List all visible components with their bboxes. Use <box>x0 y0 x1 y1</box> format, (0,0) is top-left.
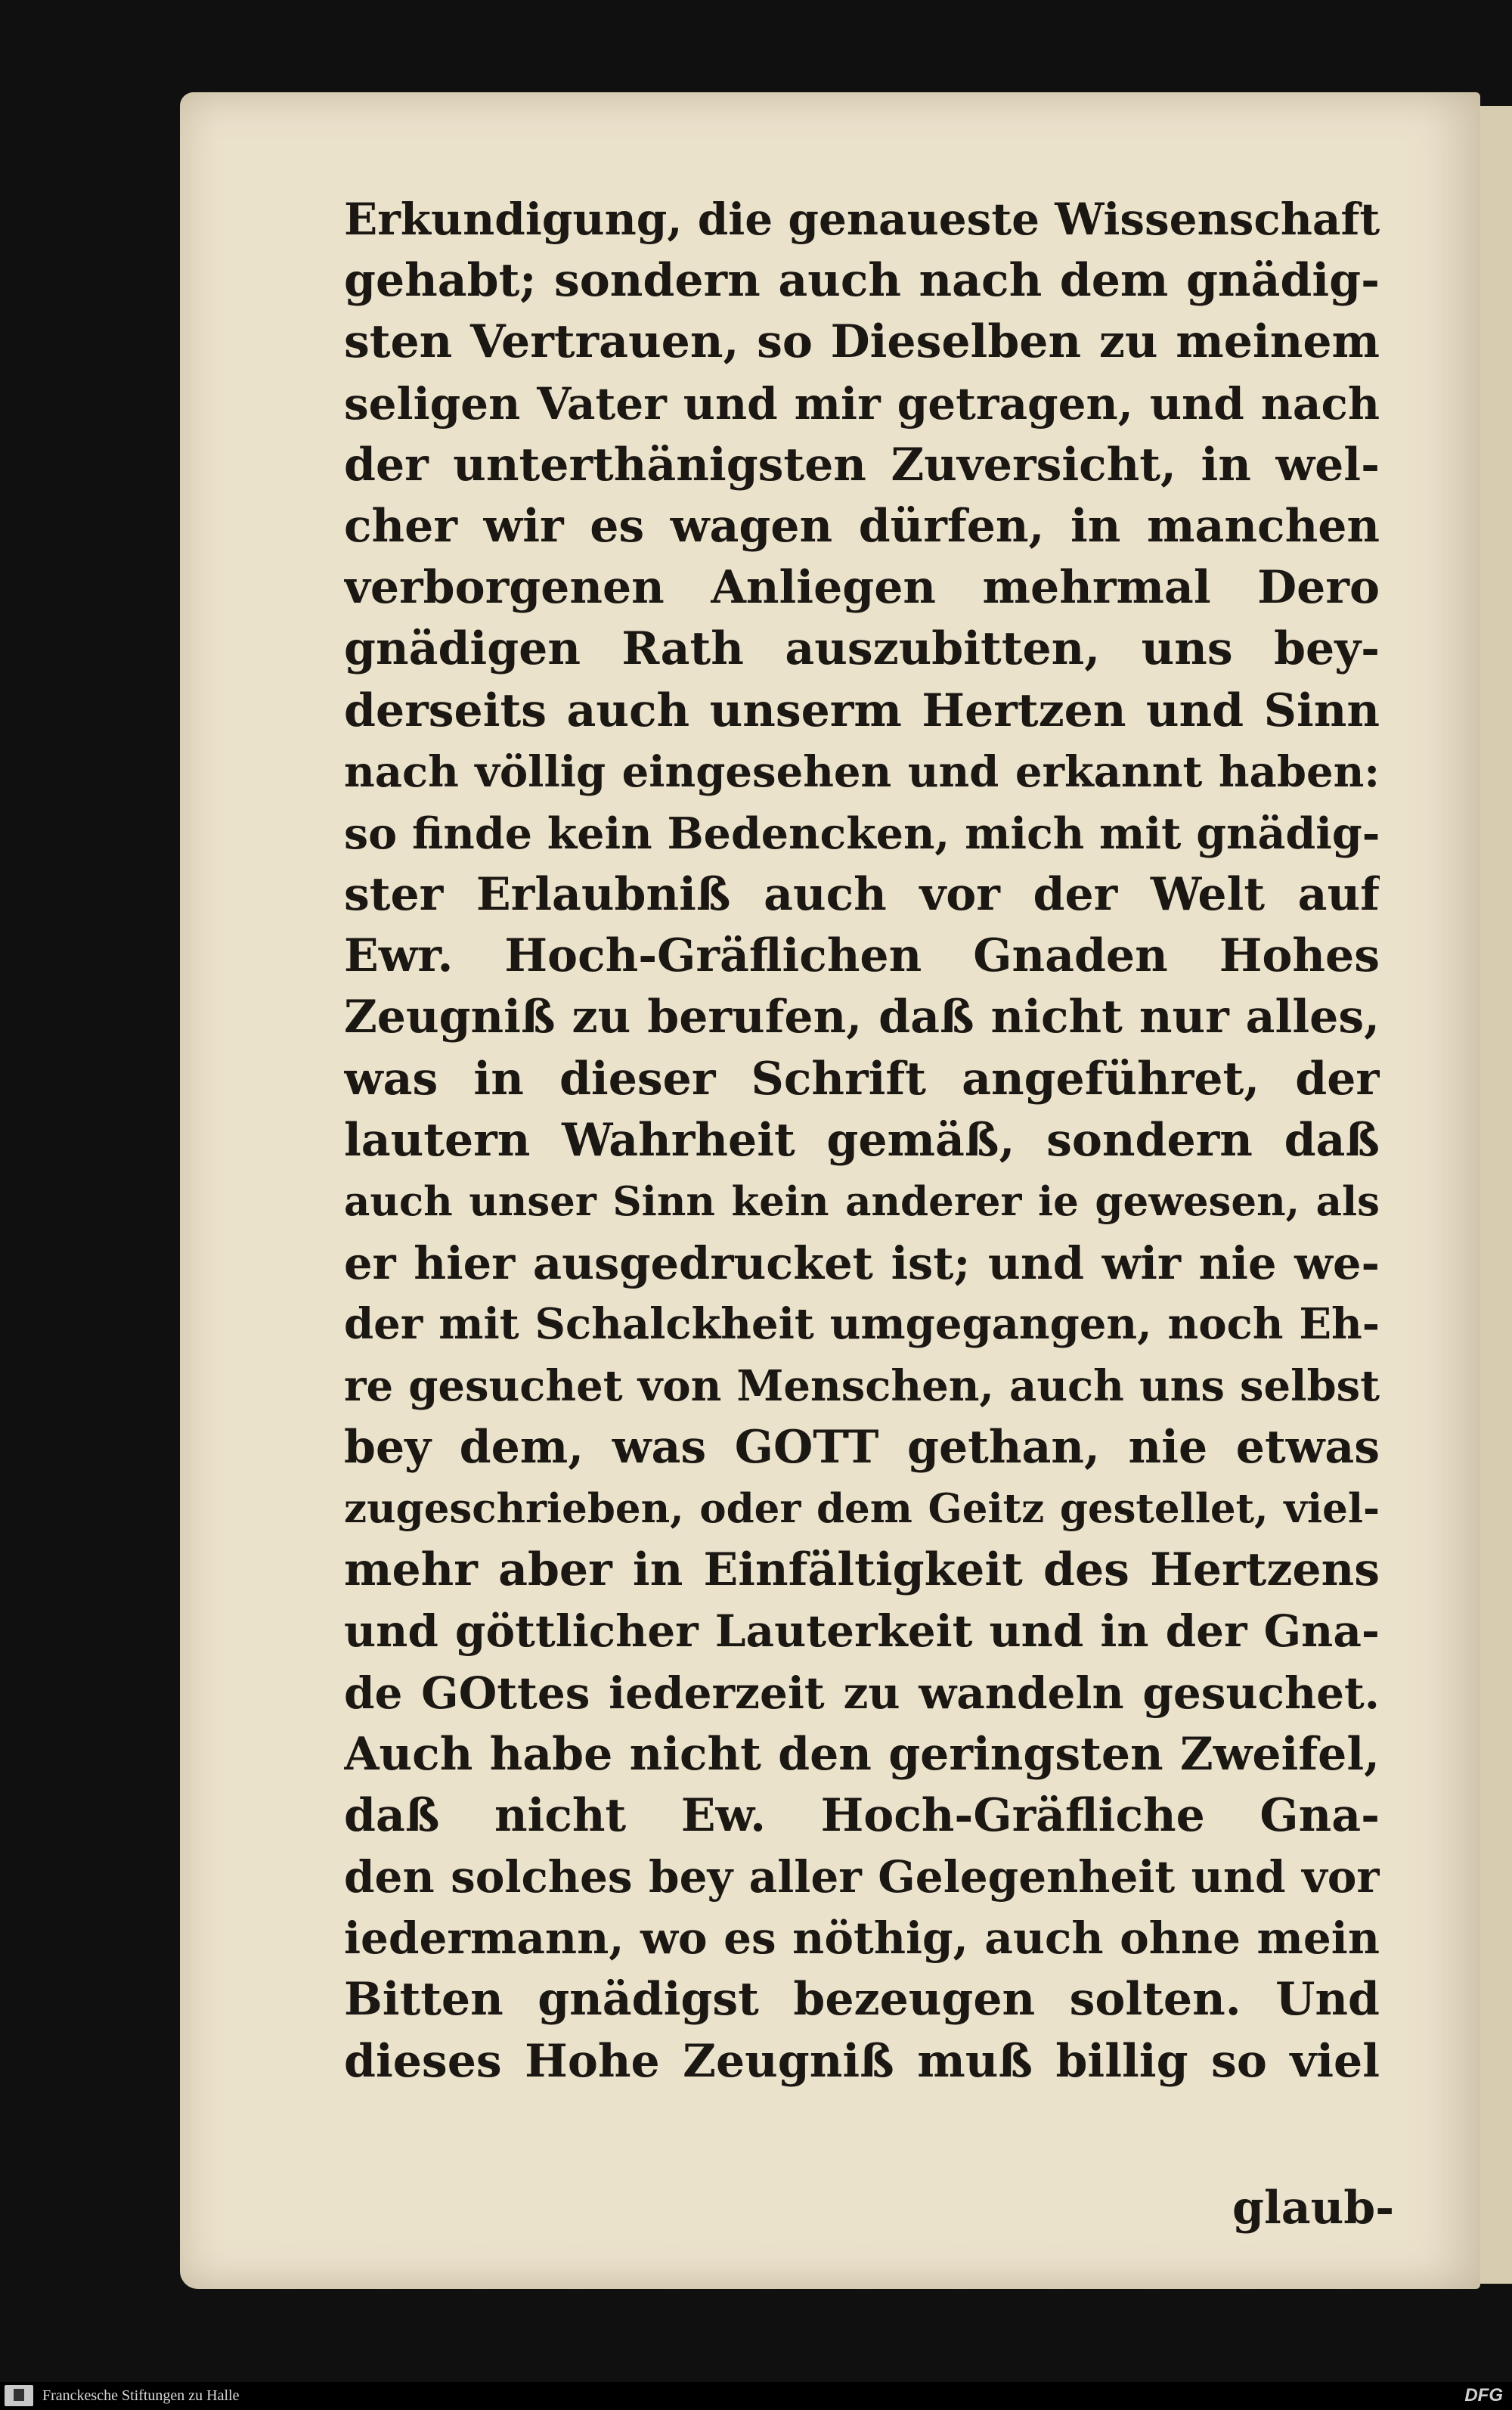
text-line: cher wir es wagen dürfen, in manchen <box>344 499 1380 553</box>
text-line: bey dem, was GOTT gethan, nie etwas <box>344 1420 1380 1474</box>
text-line: de GOttes iederzeit zu wandeln gesuchet. <box>344 1667 1380 1719</box>
text-line: mehr aber in Einfältigkeit des Hertzens <box>344 1543 1380 1597</box>
text-line: ster Erlaubniß auch vor der Welt auf <box>344 868 1380 922</box>
viewer-footer <box>0 2382 1512 2410</box>
text-line: verborgenen Anliegen mehrmal Dero <box>344 561 1380 615</box>
text-line: gnädigen Rath auszubitten, uns bey- <box>344 622 1380 676</box>
text-line: seligen Vater und mir getragen, und nach <box>344 377 1380 430</box>
text-line: iedermann, wo es nöthig, auch ohne mein <box>344 1912 1380 1965</box>
text-line: dieses Hohe Zeugniß muß billig so viel <box>344 2034 1380 2088</box>
text-line: Zeugniß zu berufen, daß nicht nur alles, <box>344 991 1380 1044</box>
text-line: gehabt; sondern auch nach dem gnädig- <box>344 254 1380 308</box>
text-line: Auch habe nicht den geringsten Zweifel, <box>344 1727 1380 1781</box>
text-line: und göttlicher Lauterkeit und in der Gna- <box>344 1605 1380 1658</box>
catchword: glaub- <box>1232 2182 1395 2235</box>
text-line: lautern Wahrheit gemäß, sondern daß <box>344 1113 1380 1167</box>
text-line: sten Vertrauen, so Dieselben zu meinem <box>344 315 1380 369</box>
text-line: zugeschrieben, oder dem Geitz gestellet, viel- <box>344 1484 1380 1532</box>
text-line: er hier ausgedrucket ist; und wir nie we- <box>344 1237 1380 1290</box>
text-line: daß nicht Ew. Hoch-Gräfliche Gna- <box>344 1788 1380 1842</box>
text-line: Ewr. Hoch-Gräflichen Gnaden Hohes <box>344 929 1380 983</box>
institution-name: Franckesche Stiftungen zu Halle <box>42 2387 240 2404</box>
text-line: Erkundigung, die genaueste Wissenschaft <box>344 194 1380 245</box>
text-line: re gesuchet von Menschen, auch uns selbst <box>344 1360 1380 1411</box>
text-line: auch unser Sinn kein anderer ie gewesen, als <box>344 1178 1380 1225</box>
dfg-logo: DFG <box>1464 2385 1503 2405</box>
text-line: derseits auch unserm Hertzen und Sinn <box>344 684 1380 737</box>
text-line: was in dieser Schrift angeführet, der <box>344 1052 1380 1106</box>
text-line: der unterthänigsten Zuversicht, in wel- <box>344 438 1380 492</box>
text-line: den solches bey aller Gelegenheit und vor <box>344 1851 1380 1903</box>
text-line: nach völlig eingesehen und erkannt haben: <box>344 746 1380 797</box>
text-line: so finde kein Bedencken, mich mit gnädig- <box>344 808 1380 859</box>
institution-logo-icon <box>5 2385 33 2406</box>
page-text <box>344 189 1380 2092</box>
text-line: Bitten gnädigst bezeugen solten. Und <box>344 1973 1380 2027</box>
text-line: der mit Schalckheit umgegangen, noch Eh- <box>344 1299 1380 1350</box>
